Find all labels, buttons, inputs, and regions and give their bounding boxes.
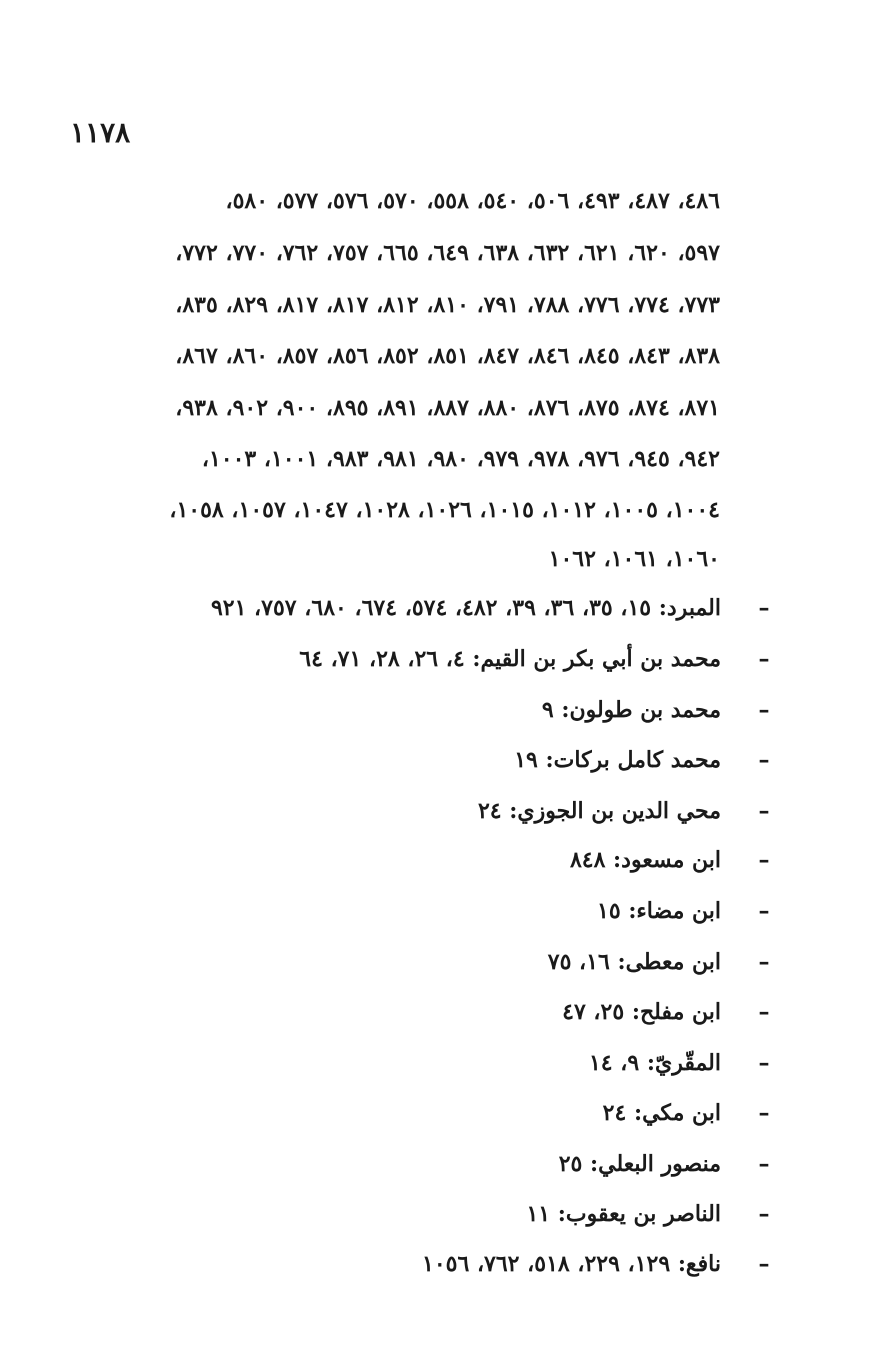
entry-text: محمد بن أبي بكر بن القيم: ٤، ٢٦، ٢٨، ٧١، ٦٤ bbox=[299, 646, 721, 672]
entry-text: ابن مفلح: ٢٥، ٤٧ bbox=[562, 999, 721, 1025]
entry-text: المقّريّ: ٩، ١٤ bbox=[588, 1050, 721, 1076]
entry-dash: – bbox=[758, 747, 770, 773]
index-entry bbox=[559, 1144, 775, 1184]
index-entry bbox=[603, 1093, 775, 1133]
entry-dash: – bbox=[758, 798, 770, 824]
entry-text: محمد كامل بركات: ١٩ bbox=[514, 747, 721, 773]
entry-text: منصور البعلي: ٢٥ bbox=[558, 1151, 721, 1177]
index-entry bbox=[299, 639, 775, 679]
entry-dash: – bbox=[758, 847, 770, 873]
entry-text: محي الدين بن الجوزي: ٢٤ bbox=[477, 798, 721, 824]
entry-text: المبرد: ١٥، ٣٥، ٣٦، ٣٩، ٤٨٢، ٥٧٤، ٦٧٤، ٦٨٠، ٧٥٧، ٩٢١ bbox=[210, 595, 721, 621]
entry-dash: – bbox=[758, 898, 770, 924]
entry-text: ابن مسعود: ٨٤٨ bbox=[569, 847, 721, 873]
entry-dash: – bbox=[758, 1151, 770, 1177]
entry-text: ابن معطى: ١٦، ٧٥ bbox=[547, 949, 721, 975]
entry-dash: – bbox=[758, 1201, 770, 1227]
index-entry bbox=[597, 891, 775, 931]
continuation-line: ١٠٦٠، ١٠٦١، ١٠٦٢ bbox=[548, 546, 720, 572]
index-entry bbox=[526, 1194, 775, 1234]
continuation-line: ٧٧٣، ٧٧٤، ٧٧٦، ٧٨٨، ٧٩١، ٨١٠، ٨١٢، ٨١٧، ٨١٧، ٨٢٩، ٨٣٥، bbox=[175, 292, 720, 318]
index-entry bbox=[478, 791, 775, 831]
index-entry bbox=[570, 840, 775, 880]
entry-text: نافع: ١٢٩، ٢٢٩، ٥١٨، ٧٦٢، ١٠٥٦ bbox=[422, 1251, 721, 1277]
entry-text: محمد بن طولون: ٩ bbox=[541, 697, 721, 723]
index-entry bbox=[422, 1244, 775, 1284]
index-entry bbox=[514, 740, 775, 780]
entry-dash: – bbox=[758, 1100, 770, 1126]
entry-dash: – bbox=[758, 646, 770, 672]
index-entry bbox=[211, 588, 775, 628]
continuation-line: ٨٧١، ٨٧٤، ٨٧٥، ٨٧٦، ٨٨٠، ٨٨٧، ٨٩١، ٨٩٥، ٩٠٠، ٩٠٢، ٩٣٨، bbox=[175, 395, 720, 421]
continuation-line: ٥٩٧، ٦٢٠، ٦٢١، ٦٣٢، ٦٣٨، ٦٤٩، ٦٦٥، ٧٥٧، ٧٦٢، ٧٧٠، ٧٧٢، bbox=[175, 240, 720, 266]
entry-text: ابن مضاء: ١٥ bbox=[597, 898, 721, 924]
entry-dash: – bbox=[758, 697, 770, 723]
page-number: ١١٧٨ bbox=[70, 116, 131, 149]
index-entry bbox=[589, 1043, 775, 1083]
continuation-line: ٩٤٢، ٩٤٥، ٩٧٦، ٩٧٨، ٩٧٩، ٩٨٠، ٩٨١، ٩٨٣، ١٠٠١، ١٠٠٣، bbox=[201, 446, 720, 472]
entry-dash: – bbox=[758, 1050, 770, 1076]
continuation-line: ١٠٠٤، ١٠٠٥، ١٠١٢، ١٠١٥، ١٠٢٦، ١٠٢٨، ١٠٤٧، ١٠٥٧، ١٠٥٨، bbox=[169, 497, 720, 523]
index-entry bbox=[542, 690, 775, 730]
entry-dash: – bbox=[758, 949, 770, 975]
entry-dash: – bbox=[758, 595, 770, 621]
entry-text: ابن مكي: ٢٤ bbox=[602, 1100, 721, 1126]
entry-dash: – bbox=[758, 999, 770, 1025]
continuation-line: ٨٣٨، ٨٤٣، ٨٤٥، ٨٤٦، ٨٤٧، ٨٥١، ٨٥٢، ٨٥٦، ٨٥٧، ٨٦٠، ٨٦٧، bbox=[175, 343, 720, 369]
entry-text: الناصر بن يعقوب: ١١ bbox=[526, 1201, 721, 1227]
index-entry bbox=[562, 992, 775, 1032]
continuation-line: ٤٨٦، ٤٨٧، ٤٩٣، ٥٠٦، ٥٤٠، ٥٥٨، ٥٧٠، ٥٧٦، ٥٧٧، ٥٨٠، bbox=[225, 188, 720, 214]
index-entry bbox=[548, 942, 775, 982]
entry-dash: – bbox=[758, 1251, 770, 1277]
